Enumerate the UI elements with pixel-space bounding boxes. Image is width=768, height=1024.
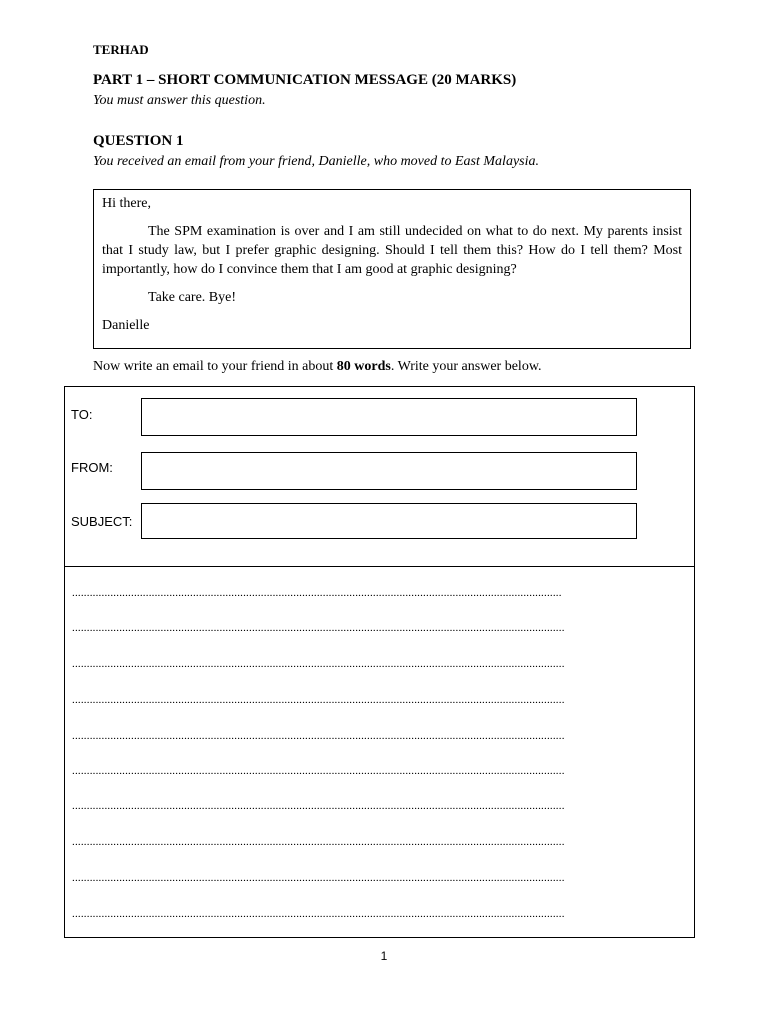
answer-line[interactable]: ....................................................................................................................................................................... (72, 836, 565, 848)
page-number: 1 (380, 949, 388, 963)
task-instruction (93, 359, 542, 375)
classification-label: TERHAD (93, 42, 149, 57)
question-title: QUESTION 1 (93, 133, 184, 149)
subject-field[interactable] (141, 503, 637, 539)
answer-frame (64, 386, 695, 938)
to-label: TO: (71, 407, 93, 422)
received-email-box (93, 189, 691, 349)
from-label: FROM: (71, 460, 113, 475)
word-count-emphasis: 80 words (336, 359, 391, 374)
answer-line[interactable]: ....................................................................................................................................................................... (72, 800, 565, 812)
question-prompt: You received an email from your friend, Danielle, who moved to East Malaysia. (93, 154, 539, 169)
answer-line[interactable]: ....................................................................................................................................................................... (72, 694, 565, 706)
to-field[interactable] (141, 398, 637, 436)
answer-line[interactable]: ....................................................................................................................................................................... (72, 872, 565, 884)
email-signature: Danielle (102, 318, 150, 333)
email-header-section (65, 387, 694, 567)
answer-line[interactable]: ....................................................................................................................................................................... (72, 908, 565, 920)
email-signoff: Take care. Bye! (148, 290, 237, 305)
answer-line[interactable]: ....................................................................................................................................................................... (72, 658, 565, 670)
answer-line[interactable]: ....................................................................................................................................................................... (72, 730, 565, 742)
task-text-after: . Write your answer below. (390, 359, 542, 374)
instruction-text: You must answer this question. (93, 93, 266, 108)
part-title: PART 1 – SHORT COMMUNICATION MESSAGE (20 MARKS) (93, 72, 517, 88)
answer-line[interactable]: ...................................................................................................................................................................... (72, 587, 562, 599)
email-greeting: Hi there, (102, 196, 151, 211)
answer-line[interactable]: ....................................................................................................................................................................... (72, 622, 565, 634)
answer-line[interactable]: ....................................................................................................................................................................... (72, 765, 565, 777)
email-body: The SPM examination is over and I am still undecided on what to do next. My parents insist that I study law, but I prefer graphic designing. Should I tell them this? How do I tell them? Most importantly, how do I convince them that I am good at graphic designing? (102, 224, 682, 277)
from-field[interactable] (141, 452, 637, 490)
task-text-before: Now write an email to your friend in about (93, 359, 337, 374)
subject-label: SUBJECT: (71, 514, 133, 529)
